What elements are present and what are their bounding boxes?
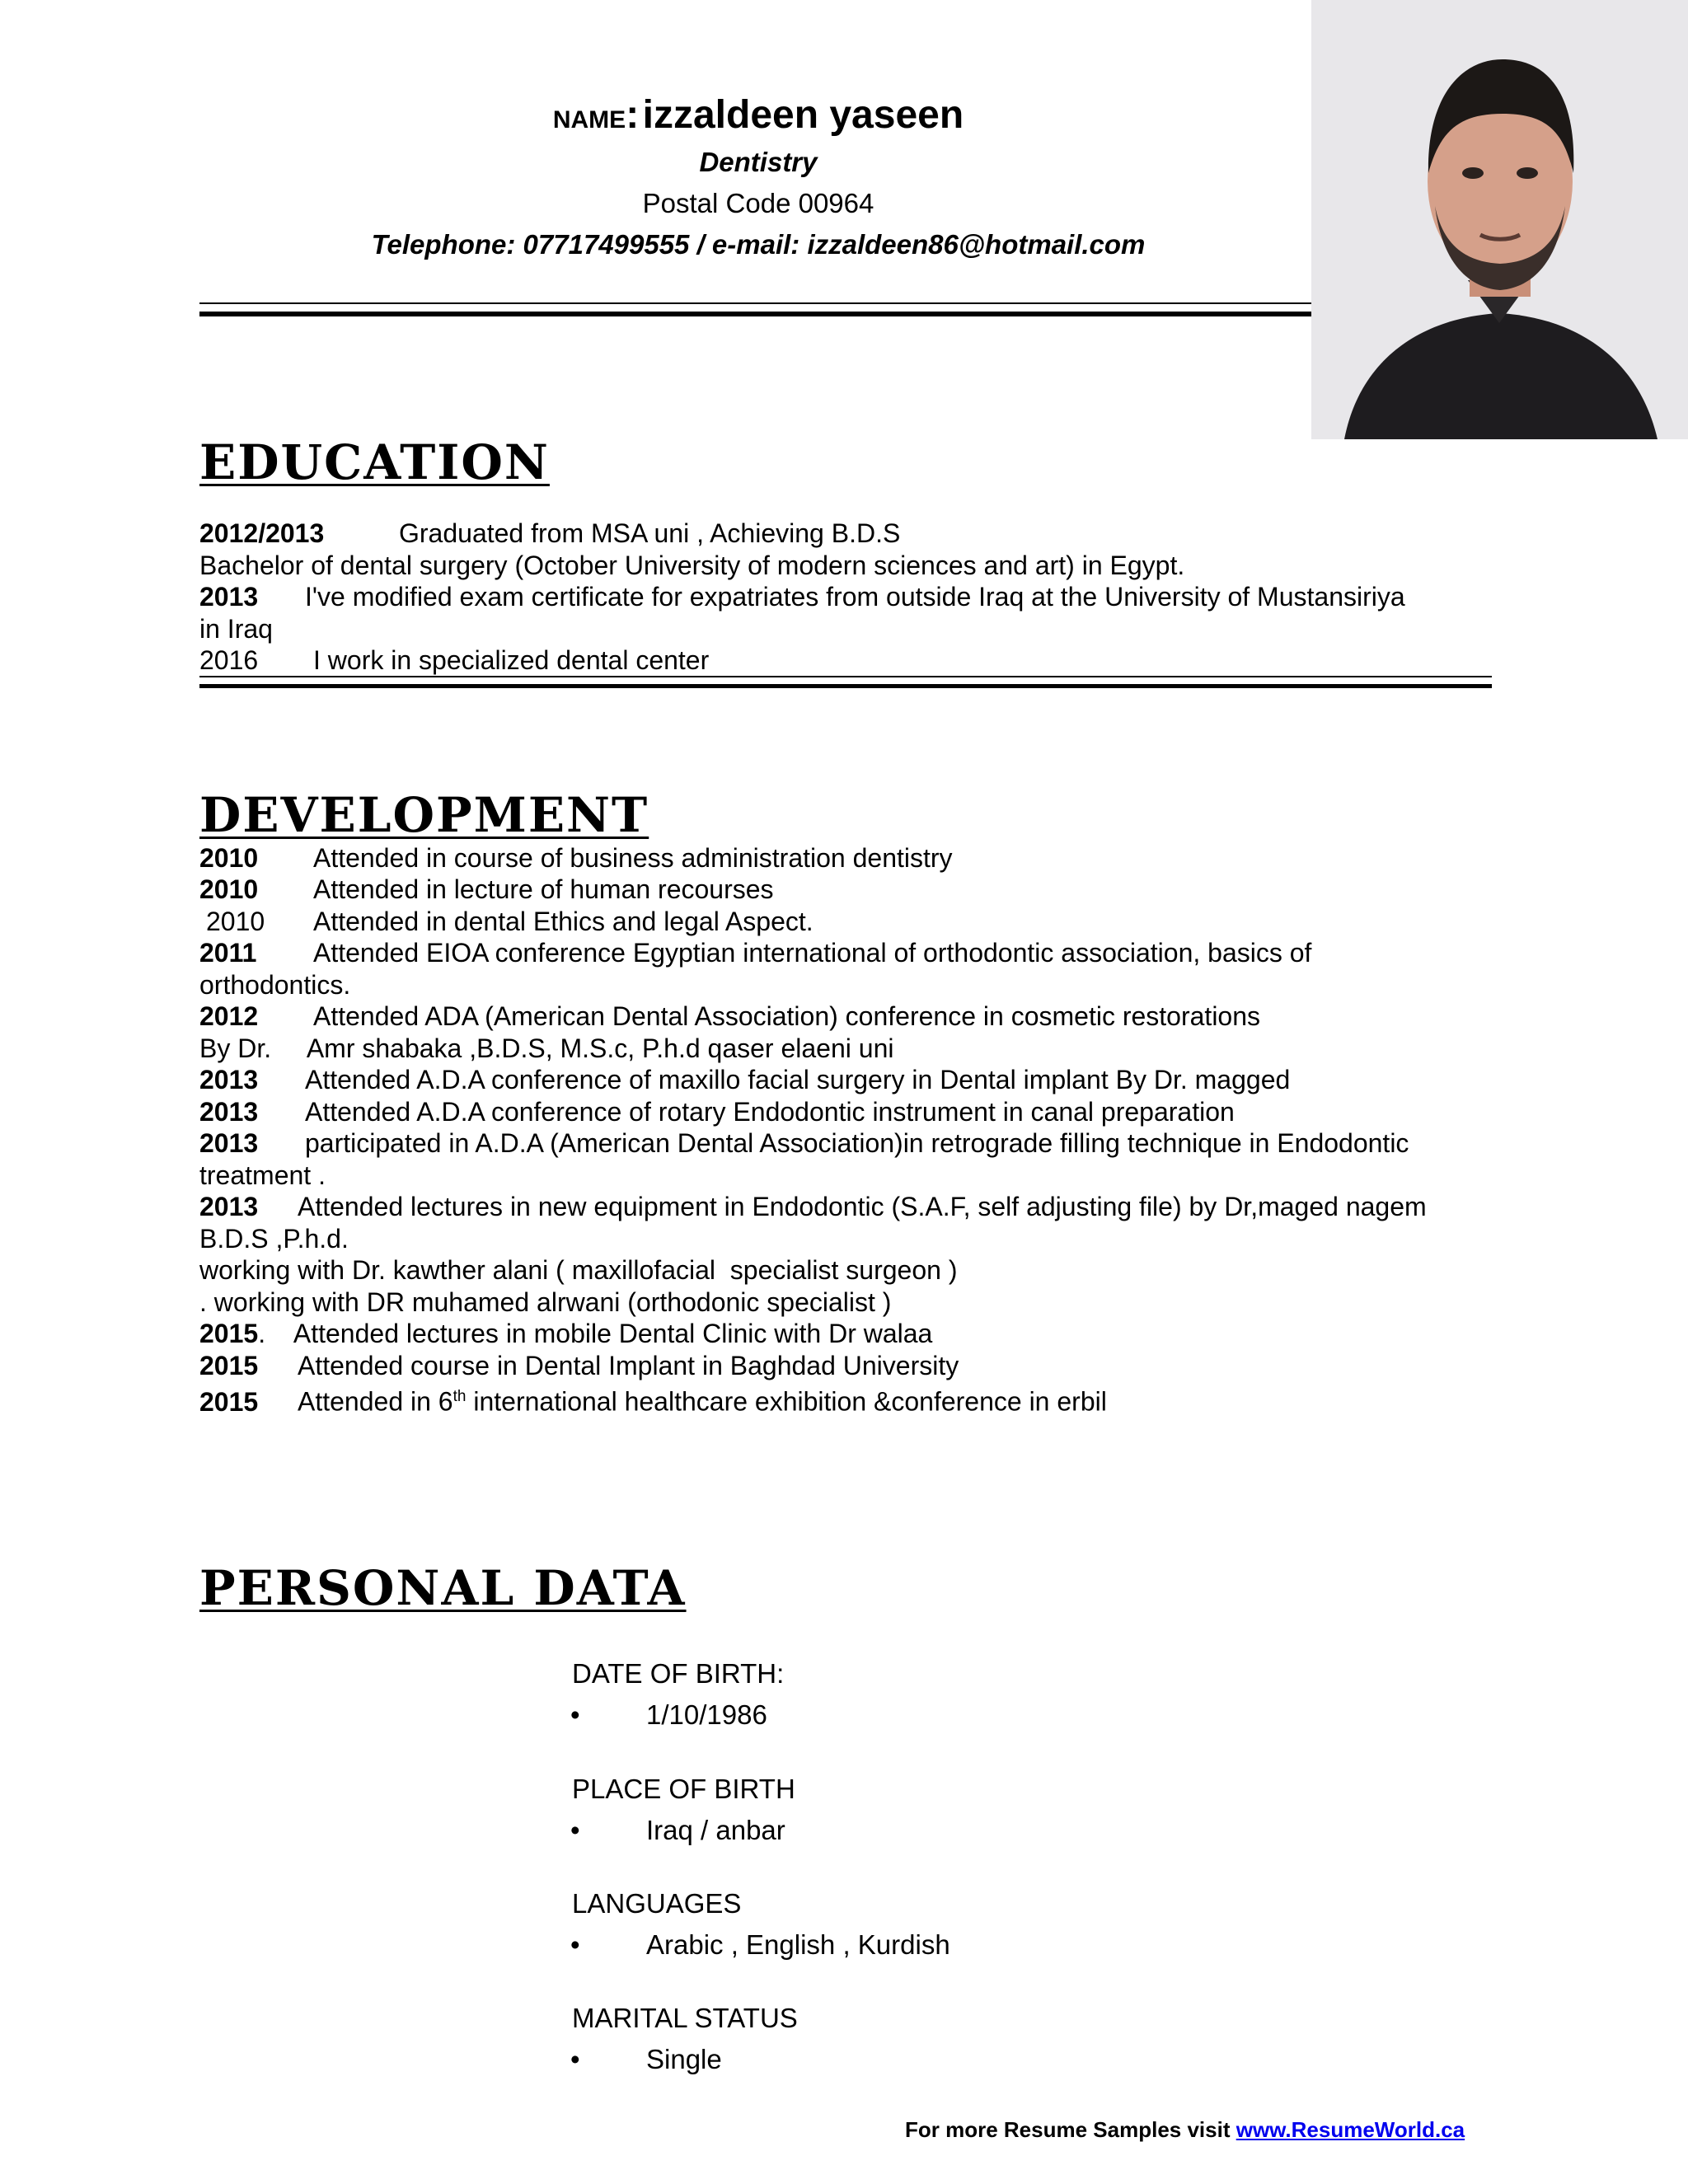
list-item: 2016 I work in specialized dental center xyxy=(199,645,710,675)
marital-label: MARITAL STATUS xyxy=(572,2003,798,2033)
list-item: 2015. Attended lectures in mobile Dental Clinic with Dr walaa xyxy=(199,1319,933,1348)
list-item: orthodontics. xyxy=(199,970,351,1000)
bullet-icon: • xyxy=(570,1699,580,1730)
profile-photo xyxy=(1311,0,1688,439)
list-item: B.D.S ,P.h.d. xyxy=(199,1224,349,1254)
list-item: 2013 Attended A.D.A conference of rotary Endodontic instrument in canal preparation xyxy=(199,1097,1235,1127)
bullet-icon: • xyxy=(570,1929,580,1960)
languages-label: LANGUAGES xyxy=(572,1888,742,1919)
name-label: NAME xyxy=(552,106,626,134)
languages-value: Arabic , English , Kurdish xyxy=(646,1929,950,1960)
profession: Dentistry xyxy=(699,147,818,177)
pob-value: Iraq / anbar xyxy=(646,1815,785,1845)
footer xyxy=(905,2117,1465,2143)
education-title: EDUCATION xyxy=(199,434,550,490)
pob-label: PLACE OF BIRTH xyxy=(572,1774,795,1804)
bullet-icon: • xyxy=(570,2044,580,2074)
name-separator: : xyxy=(626,93,640,137)
list-item: Bachelor of dental surgery (October University of modern sciences and art) in Egypt. xyxy=(199,551,1185,580)
list-item: 2010 Attended in dental Ethics and legal Aspect. xyxy=(206,907,814,936)
list-item: 2010 Attended in course of business administration dentistry xyxy=(199,843,953,873)
list-item: . working with DR muhamed alrwani (orthodonic specialist ) xyxy=(199,1287,892,1317)
list-item: treatment . xyxy=(199,1160,326,1190)
list-item: 2013 Attended A.D.A conference of maxillo facial surgery in Dental implant By Dr. magged xyxy=(199,1065,1291,1094)
resumeworld-link[interactable]: www.ResumeWorld.ca xyxy=(1236,2117,1465,2142)
education-rule-thick xyxy=(199,684,1492,688)
postal-code: Postal Code 00964 xyxy=(642,188,874,218)
list-item: 2013 Attended lectures in new equipment in Endodontic (S.A.F, self adjusting file) by Dr,maged nagem xyxy=(199,1192,1427,1221)
superscript: th xyxy=(452,1388,467,1405)
portrait-icon xyxy=(1311,0,1688,439)
candidate-name: izzaldeen yaseen xyxy=(642,93,964,137)
name-line xyxy=(181,92,1335,138)
dob-label: DATE OF BIRTH: xyxy=(572,1658,785,1689)
marital-value: Single xyxy=(646,2044,722,2074)
personal-data-title: PERSONAL DATA xyxy=(199,1560,687,1616)
list-item: By Dr. Amr shabaka ,B.D.S, M.S.c, P.h.d qaser elaeni uni xyxy=(199,1033,894,1063)
development-title: DEVELOPMENT xyxy=(199,787,649,843)
list-item: 2012 Attended ADA (American Dental Association) conference in cosmetic restorations xyxy=(199,1001,1261,1031)
header-rule-thick xyxy=(199,312,1492,316)
list-item: 2012/2013 Graduated from MSA uni , Achieving B.D.S xyxy=(199,518,901,548)
education-rule-thin xyxy=(199,676,1492,677)
bullet-icon: • xyxy=(570,1815,580,1845)
list-item: 2015 Attended course in Dental Implant in Baghdad University xyxy=(199,1351,959,1380)
dob-value: 1/10/1986 xyxy=(646,1699,767,1730)
list-item: 2011 Attended EIOA conference Egyptian international of orthodontic association, basics of xyxy=(199,938,1312,968)
contact-line: Telephone: 07717499555 / e-mail: izzaldeen86@hotmail.com xyxy=(371,229,1146,260)
list-item: in Iraq xyxy=(199,614,273,644)
footer-text: For more Resume Samples visit xyxy=(905,2117,1236,2142)
list-item: 2013 I've modified exam certificate for expatriates from outside Iraq at the University of Mustansiriya xyxy=(199,582,1405,612)
list-item: 2010 Attended in lecture of human recourses xyxy=(199,874,774,904)
list-item: 2013 participated in A.D.A (American Dental Association)in retrograde filling technique in Endodontic xyxy=(199,1128,1409,1158)
list-item: working with Dr. kawther alani ( maxillofacial specialist surgeon ) xyxy=(199,1255,958,1285)
list-item: 2015 Attended in 6th international healthcare exhibition &conference in erbil xyxy=(199,1386,1107,1417)
header-rule-thin xyxy=(199,302,1492,304)
